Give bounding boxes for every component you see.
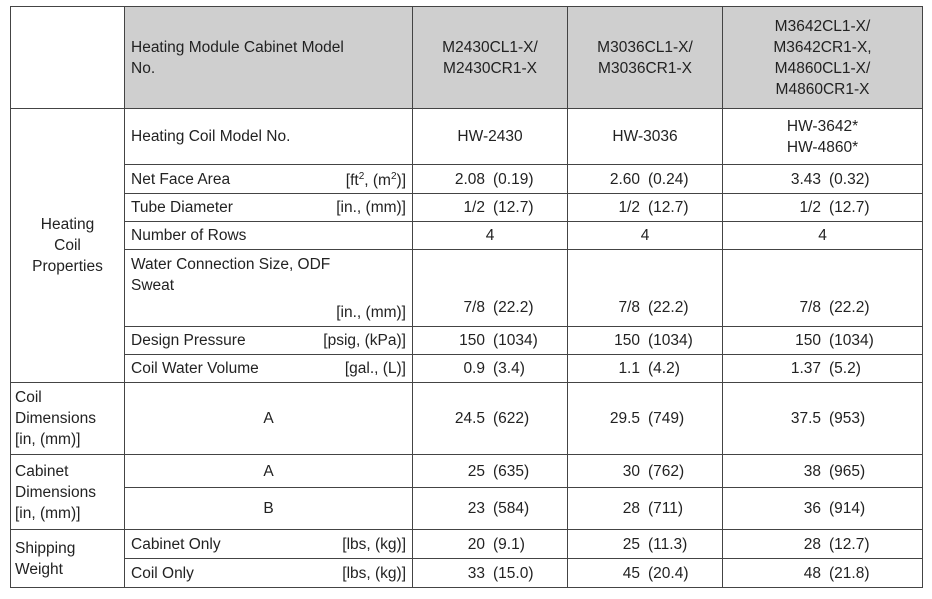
tube-diameter-row [11,194,923,222]
net-face-area-value: 2.08 (0.19) [413,165,568,194]
header-corner [11,7,125,109]
shipping-coil-label: Coil Only [131,564,194,582]
design-pressure-cell [125,327,413,355]
coil-model-value: HW-3642* HW-4860* [723,109,923,165]
coil-water-volume-value: 1.37 (5.2) [723,355,923,383]
water-connection-value: 7/8 (22.2) [413,250,568,327]
cabinet-dimension-b-value: 28 (711) [568,488,723,530]
design-pressure-unit: [psig, (kPa)] [323,332,406,349]
tube-diameter-value: 1/2 (12.7) [723,194,923,222]
design-pressure-label: Design Pressure [131,332,246,349]
heating-coil-spec-table [10,6,923,588]
net-face-area-unit: [$ft^2$, $(m^2)$] [345,171,406,190]
cabinet-dimension-b-value: 36 (914) [723,488,923,530]
shipping-cabinet-value: 20 (9.1) [413,530,568,559]
coil-water-volume-value: 1.1 (4.2) [568,355,723,383]
heating-coil-properties-group: Heating Coil Properties [11,109,125,383]
shipping-coil-value: 45 (20.4) [568,559,723,588]
water-connection-value: 7/8 (22.2) [723,250,923,327]
shipping-cabinet-cell [125,530,413,559]
shipping-cabinet-unit: [lbs, (kg)] [342,535,406,553]
shipping-coil-cell [125,559,413,588]
model-col-2: M3036CL1-X/ M3036CR1-X [568,7,723,109]
tube-diameter-cell [125,194,413,222]
cabinet-dimension-b-row [11,488,923,530]
shipping-coil-row [11,559,923,588]
shipping-cabinet-value: 28 (12.7) [723,530,923,559]
coil-dimension-a-value: 37.5 (953) [723,383,923,455]
number-of-rows-value: 4 [568,222,723,250]
coil-model-row [11,109,923,165]
water-connection-label: Water Connection Size, ODF Sweat [131,255,331,294]
model-col-1: M2430CL1-X/ M2430CR1-X [413,7,568,109]
coil-water-volume-unit: [gal., (L)] [344,360,406,377]
tube-diameter-unit: [in., (mm)] [336,199,406,216]
design-pressure-value: 150 (1034) [723,327,923,355]
shipping-coil-value: 48 (21.8) [723,559,923,588]
net-face-area-label: Net Face Area [131,170,231,188]
cabinet-dimension-a-label: A [125,455,413,488]
net-face-area-cell [125,165,413,194]
coil-dimension-a-value: 29.5 (749) [568,383,723,455]
number-of-rows-value: 4 [723,222,923,250]
shipping-cabinet-value: 25 (11.3) [568,530,723,559]
design-pressure-value: 150 (1034) [413,327,568,355]
shipping-weight-group: Shipping Weight [11,530,125,588]
shipping-coil-value: 33 (15.0) [413,559,568,588]
number-of-rows-label: Number of Rows [125,222,413,250]
shipping-coil-unit: [lbs, (kg)] [342,564,406,582]
design-pressure-row [11,327,923,355]
net-face-area-row [11,165,923,194]
shipping-cabinet-label: Cabinet Only [131,535,221,553]
model-col-3: M3642CL1-X/ M3642CR1-X, M4860CL1-X/ M4860CR1-X [723,7,923,109]
cabinet-dimension-a-value: 30 (762) [568,455,723,488]
cabinet-model-label: Heating Module Cabinet Model No. [125,7,413,109]
shipping-cabinet-row [11,530,923,559]
coil-water-volume-value: 0.9 (3.4) [413,355,568,383]
coil-model-value: HW-2430 [413,109,568,165]
coil-dimension-a-label: A [125,383,413,455]
cabinet-dimensions-group: Cabinet Dimensions [in, (mm)] [11,455,125,530]
coil-model-label: Heating Coil Model No. [125,109,413,165]
cabinet-dimension-b-value: 23 (584) [413,488,568,530]
tube-diameter-label: Tube Diameter [131,199,233,216]
coil-dimension-a-value: 24.5 (622) [413,383,568,455]
number-of-rows-value: 4 [413,222,568,250]
coil-model-value: HW-3036 [568,109,723,165]
header-row [11,7,923,109]
cabinet-dimension-a-value: 25 (635) [413,455,568,488]
water-connection-unit: [in., (mm)] [336,303,406,321]
water-connection-row [11,250,923,327]
cabinet-dimension-b-label: B [125,488,413,530]
tube-diameter-value: 1/2 (12.7) [413,194,568,222]
water-connection-value: 7/8 (22.2) [568,250,723,327]
number-of-rows-row [11,222,923,250]
design-pressure-value: 150 (1034) [568,327,723,355]
water-connection-cell [125,250,413,327]
net-face-area-value: 2.60 (0.24) [568,165,723,194]
cabinet-dimension-a-row [11,455,923,488]
coil-dimensions-group: Coil Dimensions [in, (mm)] [11,383,125,455]
coil-dimensions-row [11,383,923,455]
cabinet-dimension-a-value: 38 (965) [723,455,923,488]
coil-water-volume-cell [125,355,413,383]
tube-diameter-value: 1/2 (12.7) [568,194,723,222]
net-face-area-value: 3.43 (0.32) [723,165,923,194]
coil-water-volume-label: Coil Water Volume [131,360,259,377]
spec-table-wrapper [10,6,923,588]
coil-water-volume-row [11,355,923,383]
